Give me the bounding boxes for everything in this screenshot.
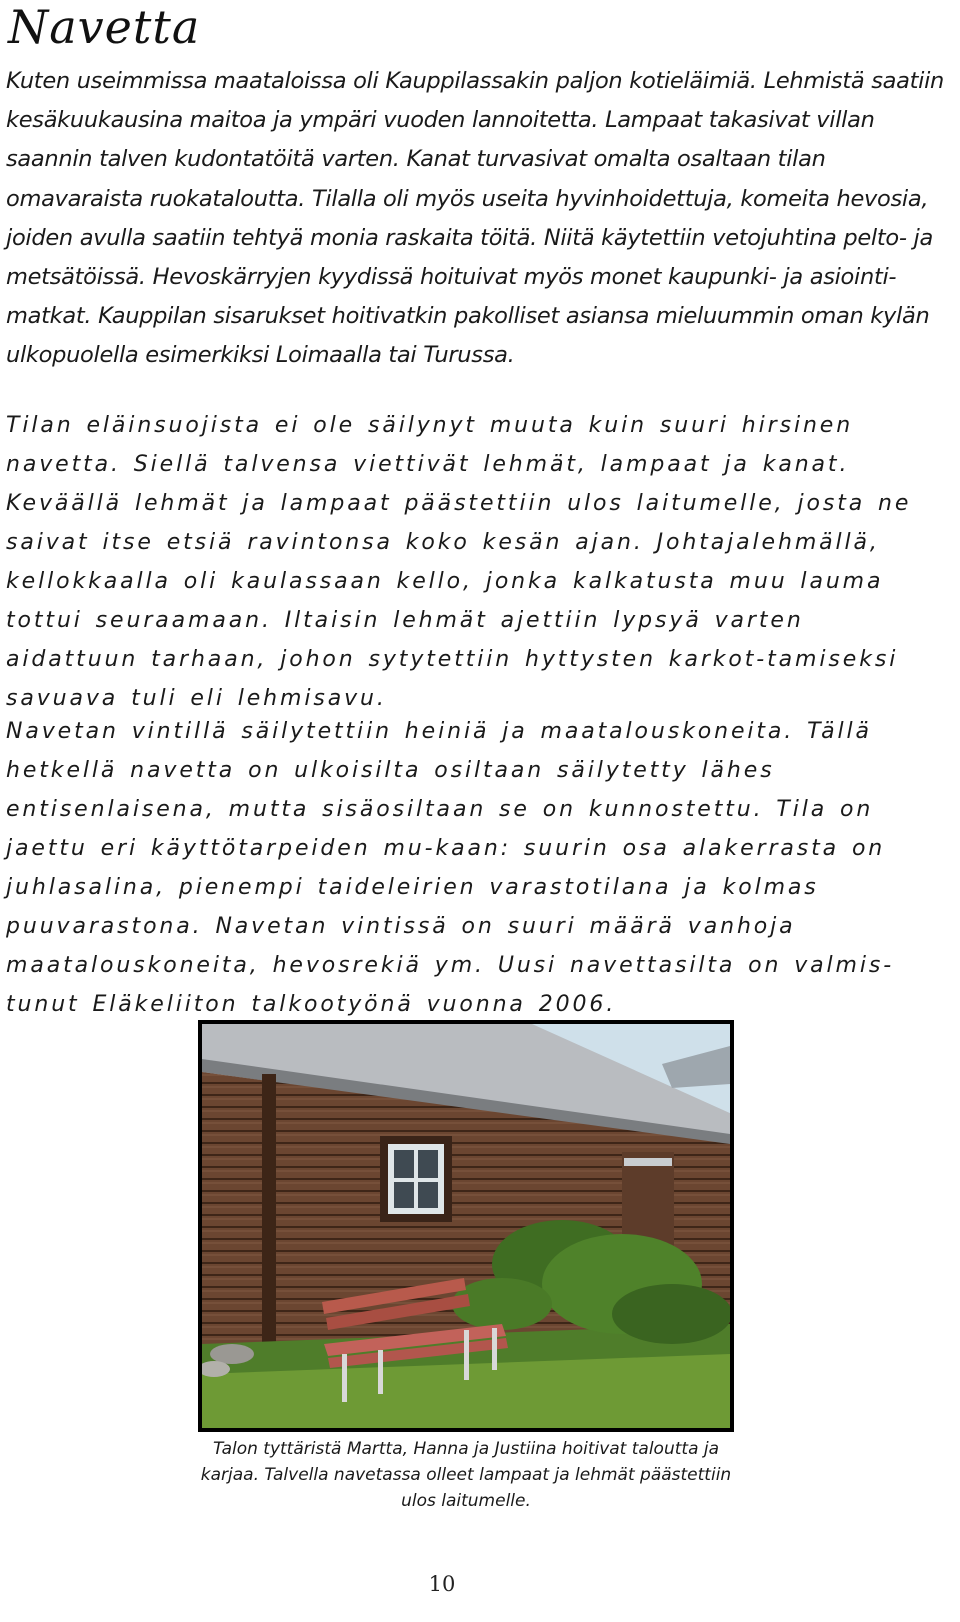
body-paragraph-animal-shelters: Tilan eläinsuojista ei ole säilynyt muuta kuin suuri hirsinen navetta. Siellä talvensa viettivät lehmät, lampaat ja kanat. Keväällä lehmät ja lampaat päästettiin ulos laitumelle, josta ne saivat itse etsiä ravintonsa koko kesän ajan. Johtajalehmällä, kellokkaalla oli kaulassaan kello, jonka kalkatusta muu lauma tottui seuraamaan. Iltaisin lehmät ajettiin lypsyä varten aidattuun tarhaan, johon sytytettiin hyttysten karkot-tamiseksi savuava tuli eli lehmisavu. xyxy=(6,413,912,711)
intro-paragraph: Kuten useimmissa maataloissa oli Kauppilassakin paljon kotieläimiä. Lehmistä saatiin kesäkuukausina maitoa ja ympäri vuoden lannoitetta. Lampaat takasivat villan saannin talven kudontatöitä varten. Kanat turvasivat omalta osaltaan tilan omavaraista ruokataloutta. Tilalla oli myös useita hyvinhoidettuja, komeita hevosia, joiden avulla saatiin tehtyä monia raskaita töitä. Niitä käytettiin vetojuhtina pelto- ja metsätöissä. Hevoskärryjen kyydissä hoituivat myös monet kaupunki- ja asiointi-matkat. Kauppilan sisarukset hoitivatkin pakolliset asiansa mieluummin oman kylän ulkopuolella esimerkiksi Loimaalla tai Turussa. xyxy=(6,68,944,369)
body-paragraph-barn-loft: Navetan vintillä säilytettiin heiniä ja maatalouskoneita. Tällä hetkellä navetta on ulkoisilta osiltaan säilytetty lähes entisenlaisena, mutta sisäosiltaan se on kunnostettu. Tila on jaettu eri käyttötarpeiden mu-kaan: suurin osa alakerrasta on juhlasalina, pienempi taideleirien varastotilana ja kolmas puuvarastona. Navetan vintissä on suuri määrä vanhoja maatalouskoneita, hevosrekiä ym. Uusi navettasilta on valmis-tunut Eläkeliiton talkootyönä vuonna 2006. xyxy=(6,719,895,1017)
photo-caption: Talon tyttäristä Martta, Hanna ja Justiina hoitivat taloutta ja karjaa. Talvella navetassa olleet lampaat ja lehmät päästettiin ulos laitumelle. xyxy=(200,1439,732,1511)
barn-photo xyxy=(198,1020,734,1432)
page-title: Navetta xyxy=(8,0,201,54)
page-number: 10 xyxy=(428,1572,456,1596)
barn-photo-illustration xyxy=(202,1024,730,1428)
